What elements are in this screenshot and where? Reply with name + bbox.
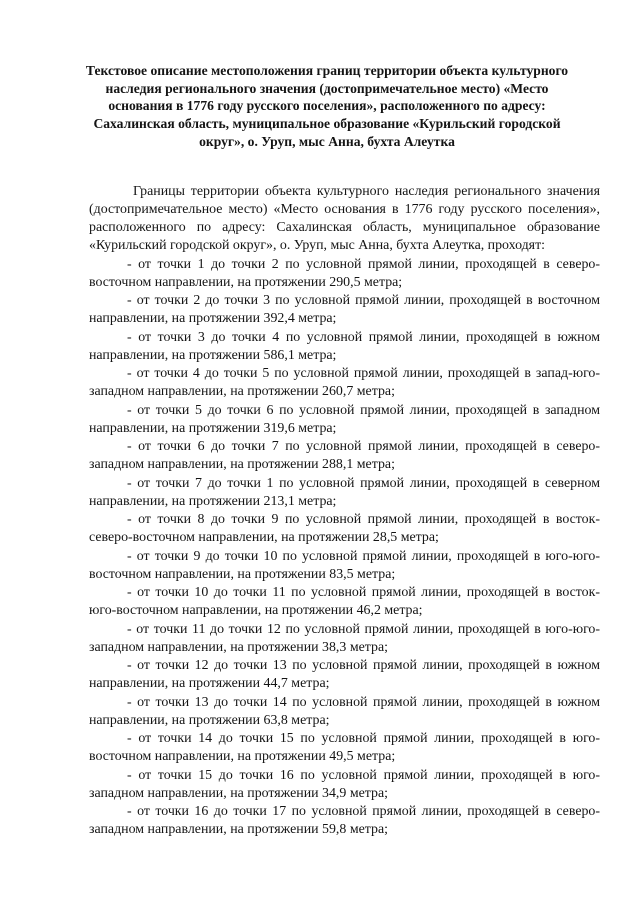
boundary-segment-5-6: - от точки 5 до точки 6 по условной прямой линии, проходящей в западном направлении, на протяжении 319,6 метра; (89, 402, 600, 436)
boundary-segment-6-7: - от точки 6 до точки 7 по условной прямой линии, проходящей в северо-западном направлении, на протяжении 288,1 метра; (89, 439, 600, 473)
boundary-segment-12-13: - от точки 12 до точки 13 по условной прямой линии, проходящей в южном направлении, на протяжении 44,7 метра; (89, 658, 600, 692)
boundary-segment-16-17: - от точки 16 до точки 17 по условной прямой линии, проходящей в северо-западном направлении, на протяжении 59,8 метра; (89, 804, 600, 838)
document-title: Текстовое описание местоположения границ территории объекта культурного наследия регионального значения (достопримечательное место) «Место основания в 1776 году русского поселения», расположенного по адресу: Сахалинская область, муниципальное образование «Курильский городской округ», о. Уруп, мыс Анна, бухта Алеутка (85, 63, 569, 149)
boundary-segment-14-15: - от точки 14 до точки 15 по условной прямой линии, проходящей в юго-восточном направлении, на протяжении 49,5 метра; (89, 731, 600, 765)
boundary-segment-10-11: - от точки 10 до точки 11 по условной прямой линии, проходящей в восток-юго-восточном направлении, на протяжении 46,2 метра; (89, 585, 600, 619)
boundary-segment-1-2: - от точки 1 до точки 2 по условной прямой линии, проходящей в северо-восточном направлении, на протяжении 290,5 метра; (89, 256, 600, 290)
boundary-segment-15-16: - от точки 15 до точки 16 по условной прямой линии, проходящей в юго-западном направлении, на протяжении 34,9 метра; (89, 767, 600, 801)
intro-paragraph: Границы территории объекта культурного наследия регионального значения (достопримечательное место) «Место основания в 1776 году русского поселения», расположенного по адресу: Сахалинская область, муниципальное образование «Курильский городской округ», о. Уруп, мыс Анна, бухта Алеутка, проходят: (89, 184, 600, 253)
boundary-segment-7-1: - от точки 7 до точки 1 по условной прямой линии, проходящей в северном направлении, на протяжении 213,1 метра; (89, 475, 600, 509)
boundary-segment-8-9: - от точки 8 до точки 9 по условной прямой линии, проходящей в восток-северо-восточном направлении, на протяжении 28,5 метра; (89, 512, 600, 546)
document-body (89, 183, 600, 840)
boundary-segment-11-12: - от точки 11 до точки 12 по условной прямой линии, проходящей в юго-юго-западном направлении, на протяжении 38,3 метра; (89, 621, 600, 655)
boundary-segment-2-3: - от точки 2 до точки 3 по условной прямой линии, проходящей в восточном направлении, на протяжении 392,4 метра; (89, 293, 600, 327)
boundary-segment-9-10: - от точки 9 до точки 10 по условной прямой линии, проходящей в юго-юго-восточном направлении, на протяжении 83,5 метра; (89, 548, 600, 582)
boundary-segment-4-5: - от точки 4 до точки 5 по условной прямой линии, проходящей в запад-юго-западном направлении, на протяжении 260,7 метра; (89, 366, 600, 400)
boundary-segment-3-4: - от точки 3 до точки 4 по условной прямой линии, проходящей в южном направлении, на протяжении 586,1 метра; (89, 329, 600, 363)
boundary-segment-13-14: - от точки 13 до точки 14 по условной прямой линии, проходящей в южном направлении, на протяжении 63,8 метра; (89, 694, 600, 728)
